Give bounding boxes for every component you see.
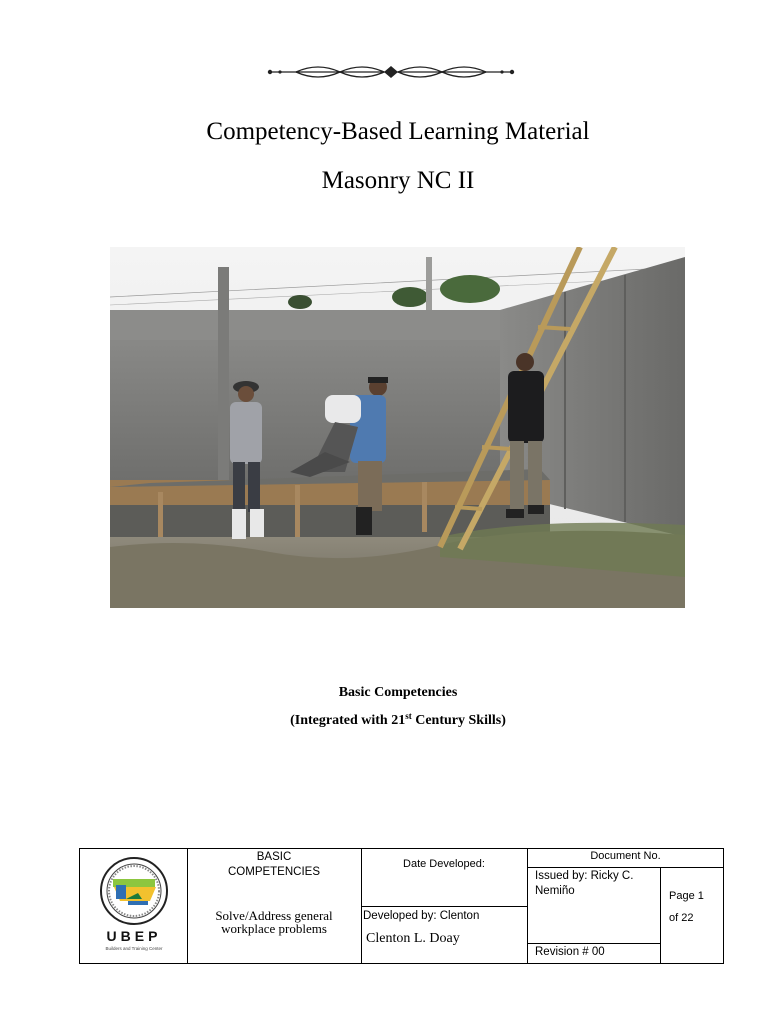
developed-by-label: Developed by: Clenton bbox=[363, 910, 480, 922]
competency-title-line1: Solve/Address general bbox=[215, 908, 333, 923]
ornament-divider bbox=[266, 62, 516, 82]
subtitle-prefix: (Integrated with 21 bbox=[290, 713, 406, 728]
subtitle-integrated-skills bbox=[0, 712, 768, 730]
page-number bbox=[669, 885, 704, 929]
competency-title bbox=[187, 909, 361, 935]
subtitle-basic-competencies: Basic Competencies bbox=[338, 685, 458, 700]
revision-number: Revision # 00 bbox=[535, 946, 605, 958]
document-title: Competency-Based Learning Material bbox=[206, 118, 590, 145]
competency-heading-line2: COMPETENCIES bbox=[227, 866, 320, 878]
document-no-label: Document No. bbox=[590, 850, 661, 862]
document-control-table bbox=[79, 848, 724, 964]
qualification-title: Masonry NC II bbox=[321, 167, 475, 194]
page-line2: of 22 bbox=[669, 912, 694, 924]
subtitle-suffix: Century Skills) bbox=[411, 713, 506, 728]
page-line1: Page 1 bbox=[669, 890, 704, 902]
competency-heading bbox=[187, 850, 361, 880]
logo-subtext: Builders and Training Center bbox=[105, 946, 163, 951]
developer-name: Clenton L. Doay bbox=[366, 931, 460, 946]
ordinal-suffix: st bbox=[405, 711, 412, 721]
masonry-workers-photo bbox=[110, 247, 685, 608]
issued-by bbox=[535, 869, 633, 899]
issued-by-line2: Nemiño bbox=[535, 885, 575, 897]
date-developed-label: Date Developed: bbox=[403, 858, 485, 870]
logo-wordmark: UBEP bbox=[106, 928, 162, 944]
ubep-logo bbox=[86, 855, 182, 959]
issued-by-line1: Issued by: Ricky C. bbox=[535, 870, 634, 882]
competency-title-line2: workplace problems bbox=[221, 921, 327, 936]
competency-heading-line1: BASIC bbox=[256, 851, 292, 863]
